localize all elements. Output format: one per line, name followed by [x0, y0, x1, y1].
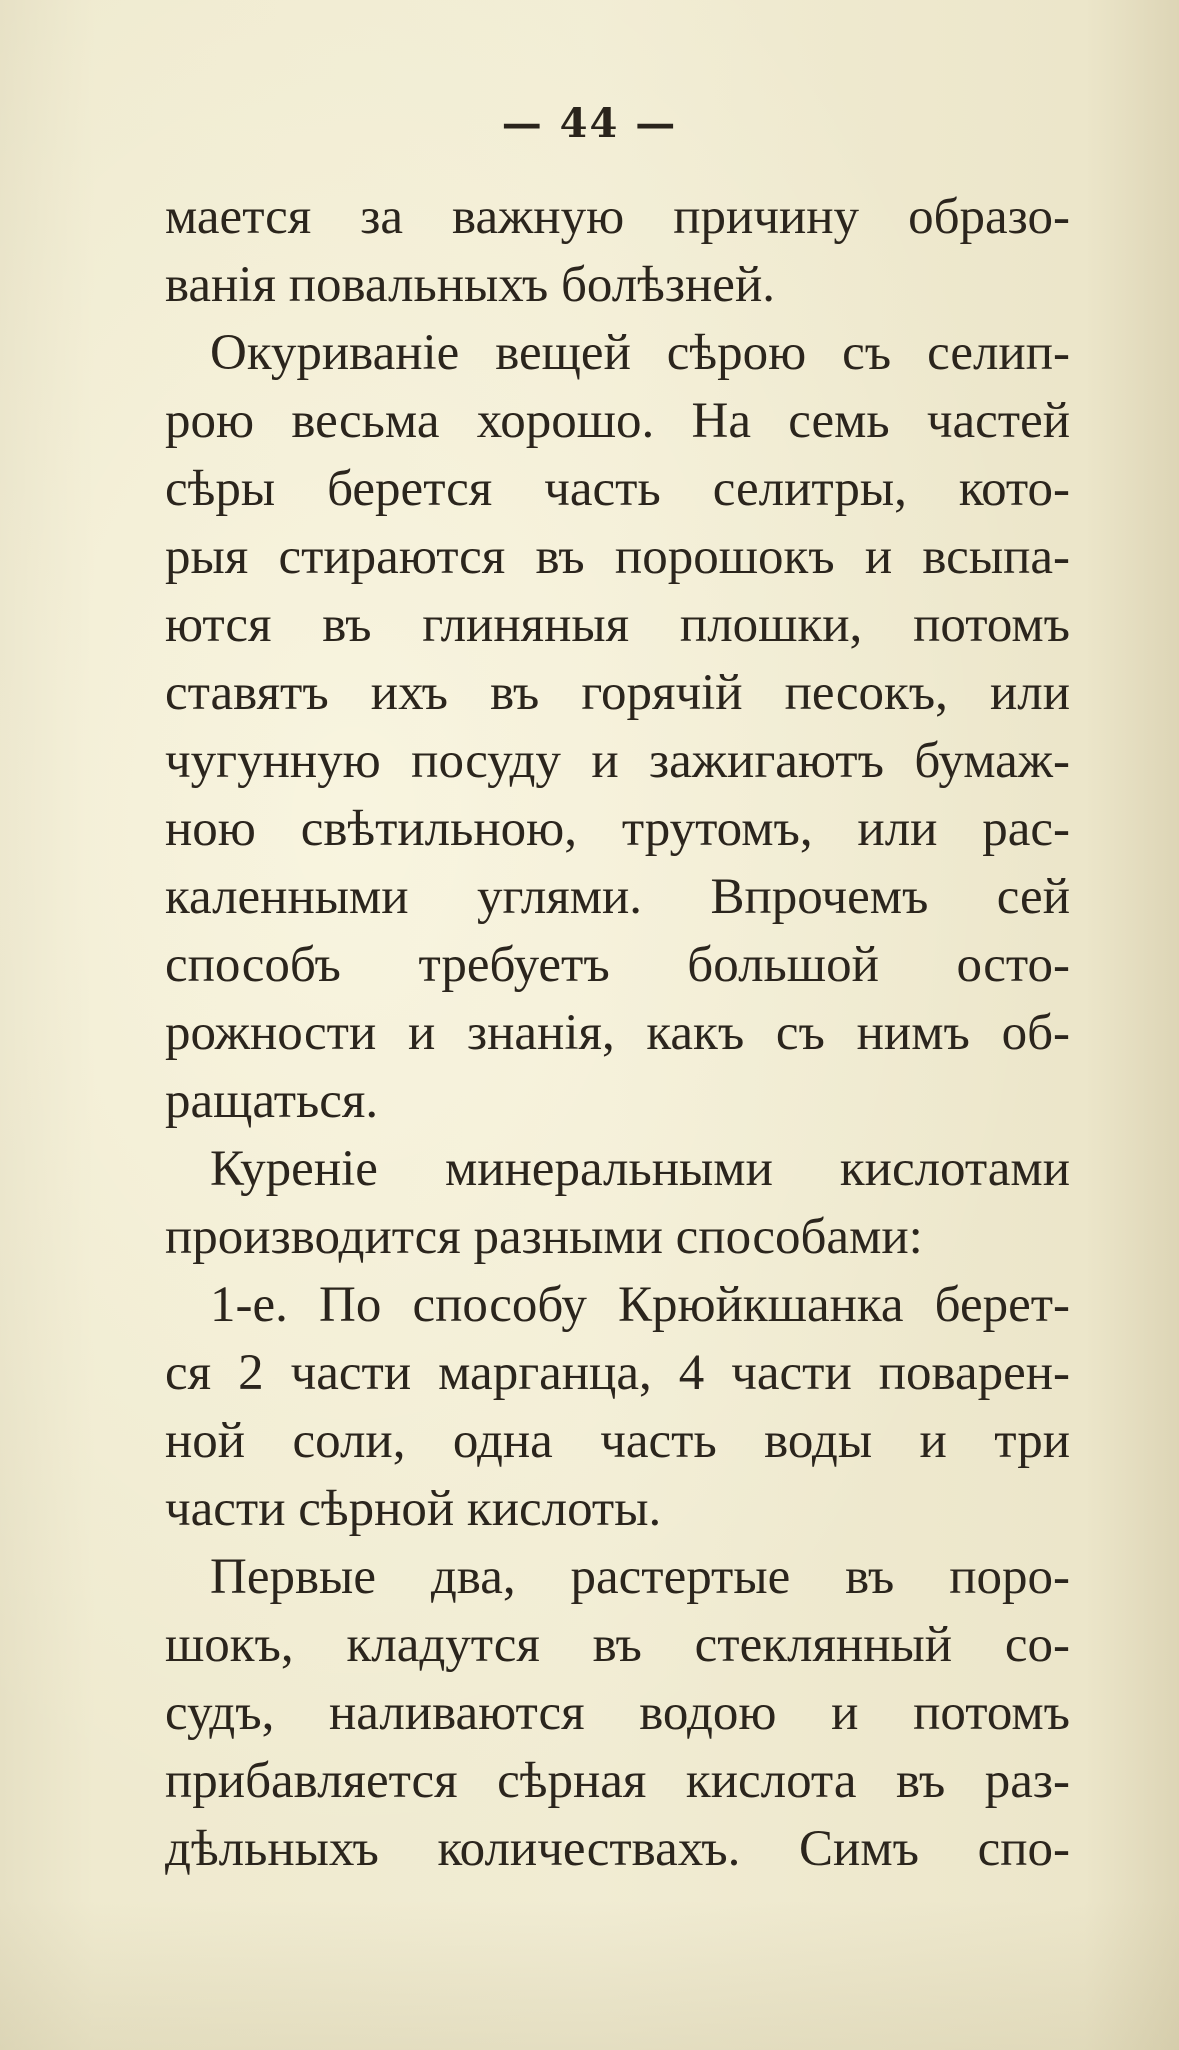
text-line: сѣры берется часть селитры, кото- [165, 461, 1070, 517]
text-line: ной соли, одна часть воды и три [165, 1413, 1070, 1469]
text-line: способъ требуетъ большой осто- [165, 937, 1070, 993]
text-line: рожности и знанія, какъ съ нимъ об- [165, 1005, 1070, 1061]
text-line: судъ, наливаются водою и потомъ [165, 1685, 1070, 1741]
text-line: Первые два, растертые въ поро- [210, 1549, 1070, 1605]
text-line: чугунную посуду и зажигаютъ бумаж- [165, 733, 1070, 789]
text-line: дѣльныхъ количествахъ. Симъ спо- [165, 1821, 1070, 1877]
text-line: ванія повальныхъ болѣзней. [165, 257, 775, 313]
page-stain [0, 1900, 1179, 2050]
text-line: прибавляется сѣрная кислота въ раз- [165, 1753, 1070, 1809]
text-line: 1-е. По способу Крюйкшанка берет- [210, 1277, 1070, 1333]
body-text [165, 183, 1070, 1883]
text-line: каленными углями. Впрочемъ сей [165, 869, 1070, 925]
text-line: ною свѣтильною, трутомъ, или рас- [165, 801, 1070, 857]
text-line: ются въ глиняныя плошки, потомъ [165, 597, 1070, 653]
text-line: мается за важную причину образо- [165, 189, 1070, 245]
text-line: производится разными способами: [165, 1209, 923, 1265]
text-line: части сѣрной кислоты. [165, 1481, 662, 1537]
text-line: рыя стираются въ порошокъ и всыпа- [165, 529, 1070, 585]
text-line: Окуриваніе вещей сѣрою съ селип- [210, 325, 1070, 381]
page-number: — 44 — [501, 100, 678, 147]
text-line: шокъ, кладутся въ стеклянный со- [165, 1617, 1070, 1673]
text-line: ращаться. [165, 1073, 379, 1129]
text-line: ставятъ ихъ въ горячій песокъ, или [165, 665, 1070, 721]
text-line: рою весьма хорошо. На семь частей [165, 393, 1070, 449]
text-line: ся 2 части марганца, 4 части поварен- [165, 1345, 1070, 1401]
text-line: Куреніе минеральными кислотами [210, 1141, 1070, 1197]
